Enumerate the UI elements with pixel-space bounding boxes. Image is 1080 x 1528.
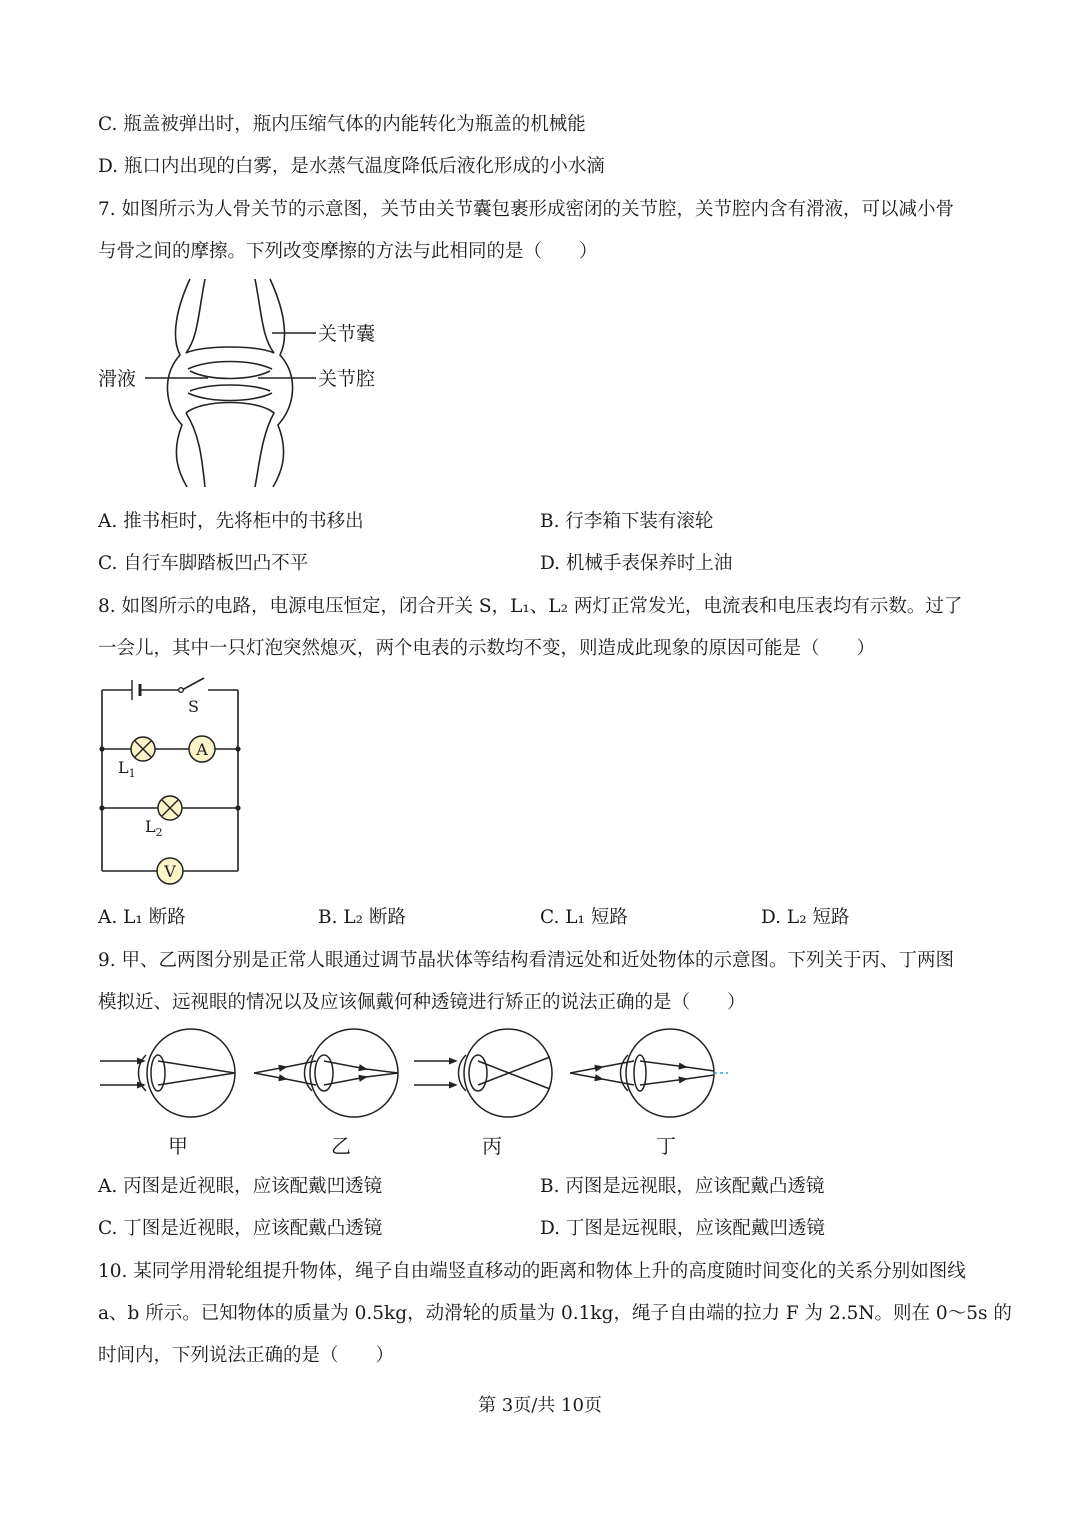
q9-option-a: A. 丙图是近视眼，应该配戴凹透镜 — [98, 1176, 383, 1197]
q7-stem-line1: 7. 如图所示为人骨关节的示意图，关节由关节囊包裹形成密闭的关节腔，关节腔内含有滑液，可以减小骨 — [98, 199, 955, 220]
q8-option-c: C. L₁ 短路 — [540, 907, 628, 928]
q9-option-c: C. 丁图是近视眼，应该配戴凸透镜 — [98, 1218, 383, 1239]
svg-text:A: A — [196, 740, 208, 759]
q8-option-b: B. L₂ 断路 — [318, 907, 406, 928]
voltmeter-icon — [157, 858, 183, 884]
q6-option-c: C. 瓶盖被弹出时，瓶内压缩气体的内能转化为瓶盖的机械能 — [98, 114, 586, 135]
q7-stem-line2: 与骨之间的摩擦。下列改变摩擦的方法与此相同的是（ ） — [98, 241, 598, 262]
q10-stem-line3: 时间内，下列说法正确的是（ ） — [98, 1345, 395, 1366]
q6-option-d: D. 瓶口内出现的白雾，是水蒸气温度降低后液化形成的小水滴 — [98, 156, 605, 177]
q7-option-d: D. 机械手表保养时上油 — [540, 553, 733, 574]
q9-option-d: D. 丁图是远视眼，应该配戴凹透镜 — [540, 1218, 825, 1239]
caption-yi: 乙 — [331, 1134, 351, 1158]
caption-bing: 丙 — [482, 1134, 502, 1158]
page-number: 第 3页/共 10页 — [478, 1395, 602, 1416]
ammeter-icon — [189, 736, 215, 762]
eye-bing — [414, 1029, 552, 1117]
lamp2-label: $L_2$ — [145, 817, 163, 839]
q8-stem-line1: 8. 如图所示的电路，电源电压恒定，闭合开关 S，L₁、L₂ 两灯正常发光，电流表和电压表均有示数。过了 — [98, 596, 963, 617]
joint-diagram — [90, 275, 400, 490]
lamp1-label: $L_1$ — [118, 758, 136, 780]
lamp-l1-icon — [131, 737, 155, 761]
label-joint-capsule: 关节囊 — [318, 323, 376, 345]
caption-jia: 甲 — [168, 1134, 188, 1158]
circuit-diagram — [92, 670, 252, 895]
label-joint-cavity: 关节腔 — [318, 368, 376, 390]
q7-option-a: A. 推书柜时，先将柜中的书移出 — [98, 511, 364, 532]
lamp-l2-icon — [158, 796, 182, 820]
q10-stem-line1: 10. 某同学用滑轮组提升物体，绳子自由端竖直移动的距离和物体上升的高度随时间变化的关系分别如图线 — [98, 1261, 966, 1282]
label-synovial-fluid: 滑液 — [98, 368, 137, 390]
q10-stem-line2: a、b 所示。已知物体的质量为 0.5kg，动滑轮的质量为 0.1kg，绳子自由端的拉力 F 为 2.5N。则在 0～5s 的 — [98, 1303, 1012, 1324]
q8-option-d: D. L₂ 短路 — [761, 907, 850, 928]
caption-ding: 丁 — [656, 1134, 676, 1158]
switch-label: S — [188, 697, 199, 716]
q8-stem-line2: 一会儿，其中一只灯泡突然熄灭，两个电表的示数均不变，则造成此现象的原因可能是（ ） — [98, 638, 876, 659]
q9-stem-line1: 9. 甲、乙两图分别是正常人眼通过调节晶状体等结构看清远处和近处物体的示意图。下列关于丙、丁两图 — [98, 950, 955, 971]
svg-text:V: V — [164, 862, 176, 881]
eye-diagrams — [96, 1025, 736, 1125]
eye-jia — [100, 1029, 235, 1117]
q7-option-c: C. 自行车脚踏板凹凸不平 — [98, 553, 309, 574]
q9-stem-line2: 模拟近、远视眼的情况以及应该佩戴何种透镜进行矫正的说法正确的是（ ） — [98, 992, 746, 1013]
eye-ding — [570, 1029, 728, 1117]
q7-option-b: B. 行李箱下装有滚轮 — [540, 511, 714, 532]
q8-option-a: A. L₁ 断路 — [98, 907, 186, 928]
eye-yi — [254, 1029, 398, 1117]
q9-option-b: B. 丙图是远视眼，应该配戴凸透镜 — [540, 1176, 825, 1197]
